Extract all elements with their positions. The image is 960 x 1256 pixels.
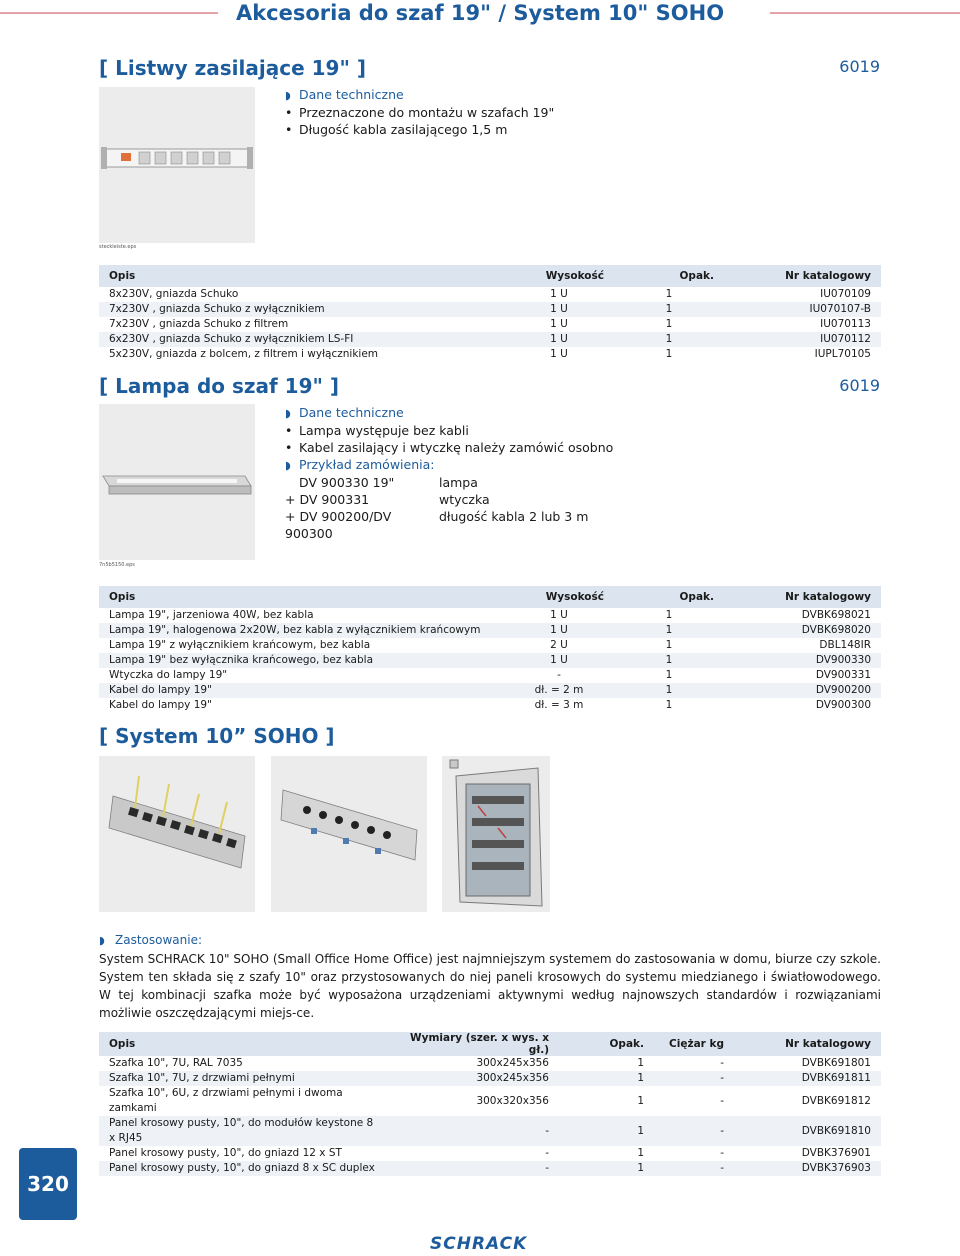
cell-pack: 1 bbox=[614, 683, 724, 698]
usage-heading: ◗ Zastosowanie: bbox=[99, 931, 881, 950]
cell-catalog: DV900330 bbox=[724, 653, 881, 668]
section-title-lamp: [ Lampa do szaf 19" ] bbox=[99, 374, 340, 398]
table-row bbox=[99, 302, 881, 317]
section-title-power-strips: [ Listwy zasilające 19" ] bbox=[99, 56, 366, 80]
cell-weight: - bbox=[654, 1116, 734, 1146]
page-title: Akcesoria do szaf 19" / System 10" SOHO bbox=[235, 1, 725, 25]
cell-desc: 7x230V , gniazda Schuko z wyłącznikiem bbox=[99, 302, 504, 317]
cell-catalog: DVBK376903 bbox=[734, 1161, 881, 1176]
order-note: długość kabla 2 lub 3 m bbox=[439, 509, 589, 524]
cell-desc: Kabel do lampy 19" bbox=[109, 699, 212, 711]
cell-weight: - bbox=[654, 1161, 734, 1176]
table-row bbox=[99, 317, 881, 332]
cell-height: - bbox=[557, 669, 561, 681]
cell-height: 1 U bbox=[504, 623, 614, 638]
cell-pack: 1 bbox=[665, 348, 673, 360]
cell-desc: Kabel do lampy 19" bbox=[99, 683, 504, 698]
section-code: 6019 bbox=[839, 376, 880, 395]
column-header: Ciężar kg bbox=[654, 1032, 734, 1056]
cell-desc: Szafka 10", 7U, z drzwiami pełnymi bbox=[99, 1071, 389, 1086]
column-header: Opis bbox=[99, 265, 504, 287]
lamp-specs bbox=[285, 404, 613, 542]
column-header: Opak. bbox=[614, 586, 724, 608]
cell-desc: 6x230V , gniazda Schuko z wyłącznikiem LS-FI bbox=[99, 332, 504, 347]
cell-dimensions: 300x245x356 bbox=[476, 1057, 549, 1069]
order-example-heading: ◗ Przykład zamówienia: bbox=[285, 456, 613, 474]
cell-pack: 1 bbox=[614, 653, 724, 668]
cell-catalog: DVBK376901 bbox=[801, 1147, 871, 1159]
section-code: 6019 bbox=[839, 57, 880, 76]
cell-pack: 1 bbox=[637, 1057, 644, 1069]
spec-item: • Przeznaczone do montażu w szafach 19" bbox=[285, 104, 554, 121]
spec-item: • Kabel zasilający i wtyczkę należy zamówić osobno bbox=[285, 439, 613, 456]
table-row bbox=[99, 653, 881, 668]
table-row bbox=[99, 623, 881, 638]
cell-pack: 1 bbox=[665, 639, 673, 651]
order-code: DV 900330 19" bbox=[299, 475, 395, 490]
cell-height: 1 U bbox=[550, 288, 568, 300]
cell-pack: 1 bbox=[637, 1094, 644, 1107]
power-strip-photo bbox=[99, 87, 255, 243]
cell-desc: Szafka 10", 7U, RAL 7035 bbox=[109, 1057, 243, 1069]
order-example-row bbox=[285, 474, 613, 491]
table-row bbox=[99, 1071, 881, 1086]
table-row bbox=[99, 332, 881, 347]
column-header: Opis bbox=[99, 586, 504, 608]
cell-weight: - bbox=[654, 1071, 734, 1086]
order-code: + DV 900331 bbox=[285, 492, 370, 507]
cabinet-photo bbox=[442, 756, 550, 912]
cell-catalog: IU070109 bbox=[820, 288, 871, 300]
cell-pack: 1 bbox=[559, 1071, 654, 1086]
usage-description bbox=[99, 931, 881, 1022]
table-row bbox=[99, 668, 881, 683]
order-code: + DV 900200/DV 900300 bbox=[285, 509, 392, 541]
patch-panel-fiber-photo bbox=[271, 756, 427, 912]
cell-dimensions: - bbox=[389, 1116, 559, 1146]
column-header: Nr katalogowy bbox=[734, 1032, 881, 1056]
cell-pack: 1 bbox=[559, 1161, 654, 1176]
cell-desc: Panel krosowy pusty, 10", do gniazd 12 x ST bbox=[109, 1147, 342, 1159]
cell-height: 1 U bbox=[504, 653, 614, 668]
cell-weight: - bbox=[720, 1094, 724, 1107]
table-row bbox=[99, 608, 881, 623]
cell-catalog: IU070112 bbox=[724, 332, 881, 347]
section-title-soho: [ System 10” SOHO ] bbox=[99, 724, 335, 748]
cell-pack: 1 bbox=[665, 669, 673, 681]
cell-height: 1 U bbox=[550, 609, 568, 621]
cell-desc: 7x230V , gniazda Schuko z filtrem bbox=[109, 318, 289, 330]
usage-text: System SCHRACK 10" SOHO (Small Office Home Office) jest najmniejszym systemem do zastosowania w domu, biurze czy szkole. System ten składa się z szafy 10" oraz przystosowanych do niej paneli krosowych do systemu miedzianego i światłowodowego. W tej kombinacji szafka może być wyposażona urządzeniami aktywnymi według najnowszych standardów i rozwiązaniami możliwie oszczędzającymi miejs-ce. bbox=[99, 952, 881, 1020]
order-note: lampa bbox=[439, 475, 478, 490]
cell-catalog: DVBK691812 bbox=[801, 1094, 871, 1107]
cell-weight: - bbox=[720, 1057, 724, 1069]
cell-dimensions: - bbox=[389, 1161, 559, 1176]
cell-catalog: DVBK698020 bbox=[724, 623, 881, 638]
cell-height: 1 U bbox=[550, 348, 568, 360]
cell-height: 2 U bbox=[550, 639, 568, 651]
cell-desc: Szafka 10", 6U, z drzwiami pełnymi i dwoma zamkami bbox=[109, 1087, 343, 1114]
cell-dimensions: 300x320x356 bbox=[476, 1094, 549, 1107]
page-number: 320 bbox=[19, 1148, 77, 1220]
specs-heading: ◗ Dane techniczne bbox=[285, 404, 613, 422]
spec-item: • Długość kabla zasilającego 1,5 m bbox=[285, 121, 554, 138]
cell-catalog: DVBK691811 bbox=[734, 1071, 881, 1086]
cell-pack: 1 bbox=[665, 318, 673, 330]
cell-catalog: DVBK698021 bbox=[801, 609, 871, 621]
cell-pack: 1 bbox=[614, 623, 724, 638]
cell-height: dł. = 2 m bbox=[504, 683, 614, 698]
cell-catalog: DBL148IR bbox=[819, 639, 871, 651]
cell-desc: Wtyczka do lampy 19" bbox=[109, 669, 228, 681]
column-header: Nr katalogowy bbox=[724, 265, 881, 287]
cell-height: 1 U bbox=[504, 332, 614, 347]
power-strip-specs bbox=[285, 86, 554, 138]
cell-desc: Panel krosowy pusty, 10", do gniazd 8 x SC duplex bbox=[99, 1161, 389, 1176]
cell-catalog: IUPL70105 bbox=[814, 348, 871, 360]
column-header: Wymiary (szer. x wys. x gł.) bbox=[389, 1032, 559, 1056]
table-row bbox=[99, 683, 881, 698]
cell-desc: Lampa 19", halogenowa 2x20W, bez kabla z wyłącznikiem krańcowym bbox=[99, 623, 504, 638]
order-example-row bbox=[285, 508, 613, 542]
cell-desc: Panel krosowy pusty, 10", do modułów keystone 8 x RJ45 bbox=[99, 1116, 389, 1146]
column-header: Wysokość bbox=[504, 265, 614, 287]
cell-pack: 1 bbox=[614, 332, 724, 347]
cell-catalog: DVBK691810 bbox=[734, 1116, 881, 1146]
table-row bbox=[99, 1116, 881, 1146]
table-row bbox=[99, 1056, 881, 1071]
order-example-row bbox=[285, 491, 613, 508]
column-header: Opis bbox=[99, 1032, 389, 1056]
photo-caption: 7n5b5150.eps bbox=[99, 562, 135, 568]
cell-catalog: DV900331 bbox=[815, 669, 871, 681]
cell-height: dł. = 3 m bbox=[534, 699, 584, 711]
table-row bbox=[99, 1086, 881, 1116]
spec-item: • Lampa występuje bez kabli bbox=[285, 422, 613, 439]
soho-table bbox=[99, 1032, 881, 1176]
specs-heading: ◗ Dane techniczne bbox=[285, 86, 554, 104]
cell-desc: 8x230V, gniazda Schuko bbox=[109, 288, 239, 300]
cell-height: 1 U bbox=[550, 318, 568, 330]
cell-catalog: IU070113 bbox=[820, 318, 871, 330]
table-row bbox=[99, 347, 881, 362]
cell-dimensions: - bbox=[545, 1147, 549, 1159]
lamp-table bbox=[99, 586, 881, 713]
table-row bbox=[99, 1146, 881, 1161]
cell-catalog: DVBK691801 bbox=[801, 1057, 871, 1069]
cell-pack: 1 bbox=[637, 1147, 644, 1159]
brand-logo: SCHRACK bbox=[430, 1234, 528, 1254]
cell-dimensions: 300x245x356 bbox=[389, 1071, 559, 1086]
cell-weight: - bbox=[720, 1147, 724, 1159]
cell-desc: Lampa 19", jarzeniowa 40W, bez kabla bbox=[109, 609, 314, 621]
column-header: Nr katalogowy bbox=[724, 586, 881, 608]
cell-desc: 5x230V, gniazda z bolcem, z filtrem i wyłącznikiem bbox=[109, 348, 379, 360]
cell-pack: 1 bbox=[614, 302, 724, 317]
cell-catalog: IU070107-B bbox=[724, 302, 881, 317]
cell-height: 1 U bbox=[504, 302, 614, 317]
cell-desc: Lampa 19" z wyłącznikiem krańcowym, bez kabla bbox=[109, 639, 371, 651]
column-header: Opak. bbox=[559, 1032, 654, 1056]
photo-caption: steckleiste.eps bbox=[99, 244, 137, 250]
table-row bbox=[99, 287, 881, 302]
power-strip-table bbox=[99, 265, 881, 362]
table-row bbox=[99, 638, 881, 653]
column-header: Opak. bbox=[614, 265, 724, 287]
cell-pack: 1 bbox=[665, 699, 673, 711]
cell-pack: 1 bbox=[665, 288, 673, 300]
table-row bbox=[99, 1161, 881, 1176]
column-header: Wysokość bbox=[504, 586, 614, 608]
cell-catalog: DV900300 bbox=[815, 699, 871, 711]
cell-desc: Lampa 19" bez wyłącznika krańcowego, bez kabla bbox=[99, 653, 504, 668]
order-note: wtyczka bbox=[439, 492, 490, 507]
cell-catalog: DV900200 bbox=[724, 683, 881, 698]
cell-pack: 1 bbox=[665, 609, 673, 621]
table-row bbox=[99, 698, 881, 713]
patch-panel-keystone-photo bbox=[99, 756, 255, 912]
cell-pack: 1 bbox=[559, 1116, 654, 1146]
lamp-photo bbox=[99, 404, 255, 560]
